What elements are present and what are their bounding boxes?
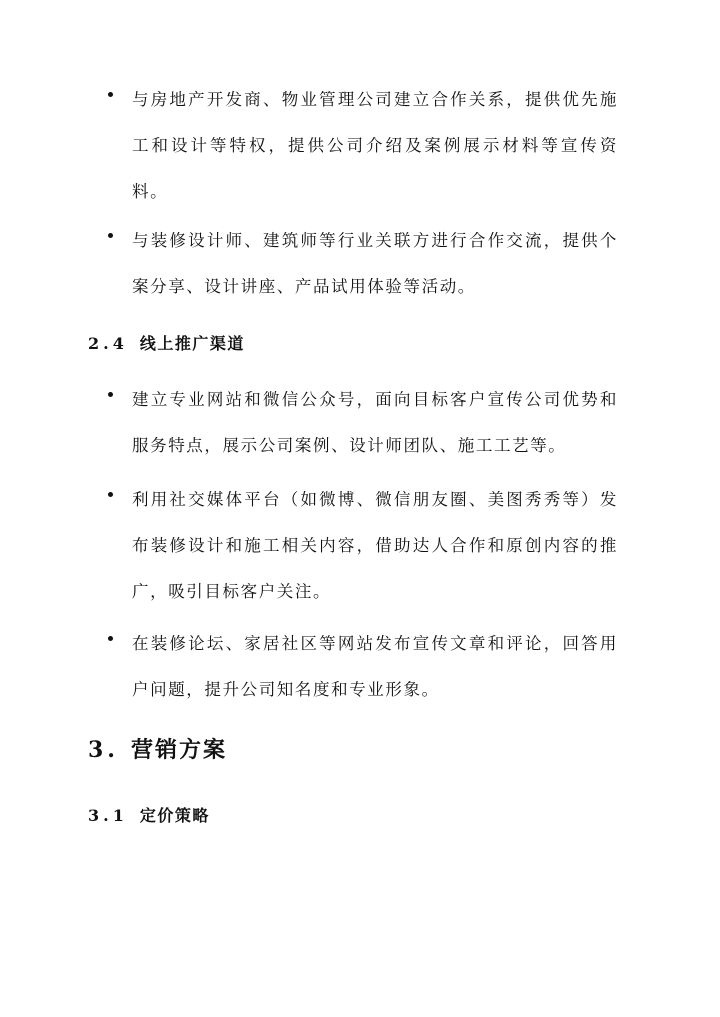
bullet-text: 在装修论坛、家居社区等网站发布宣传文章和评论，回答用户问题，提升公司知名度和专业形象。 bbox=[132, 634, 618, 699]
section-number: 3.1 bbox=[88, 806, 128, 825]
section-heading-2-4 bbox=[88, 331, 245, 354]
bullet-text: 利用社交媒体平台（如微博、微信朋友圈、美图秀秀等）发布装修设计和施工相关内容，借助达人合作和原创内容的推广，吸引目标客户关注。 bbox=[132, 490, 618, 601]
section-title: 线上推广渠道 bbox=[139, 334, 245, 353]
list-item bbox=[88, 477, 628, 615]
section-number: 3. bbox=[88, 737, 119, 763]
section-number: 2.4 bbox=[88, 334, 128, 353]
bullet-icon bbox=[108, 392, 113, 397]
bullet-text: 建立专业网站和微信公众号，面向目标客户宣传公司优势和服务特点，展示公司案例、设计师团队、施工工艺等。 bbox=[132, 390, 618, 455]
bullet-icon bbox=[108, 492, 113, 497]
list-item bbox=[88, 77, 628, 215]
section-title: 营销方案 bbox=[130, 737, 227, 763]
bullet-icon bbox=[108, 636, 113, 641]
section-heading-3 bbox=[88, 733, 227, 764]
bullet-icon bbox=[108, 233, 113, 238]
list-item bbox=[88, 218, 628, 310]
bullet-text: 与房地产开发商、物业管理公司建立合作关系，提供优先施工和设计等特权，提供公司介绍及案例展示材料等宣传资料。 bbox=[132, 90, 618, 201]
bullet-text: 与装修设计师、建筑师等行业关联方进行合作交流，提供个案分享、设计讲座、产品试用体验等活动。 bbox=[132, 231, 618, 296]
section-title: 定价策略 bbox=[139, 806, 210, 825]
list-item bbox=[88, 621, 628, 713]
bullet-icon bbox=[108, 92, 113, 97]
list-item bbox=[88, 377, 628, 469]
section-heading-3-1 bbox=[88, 803, 210, 826]
